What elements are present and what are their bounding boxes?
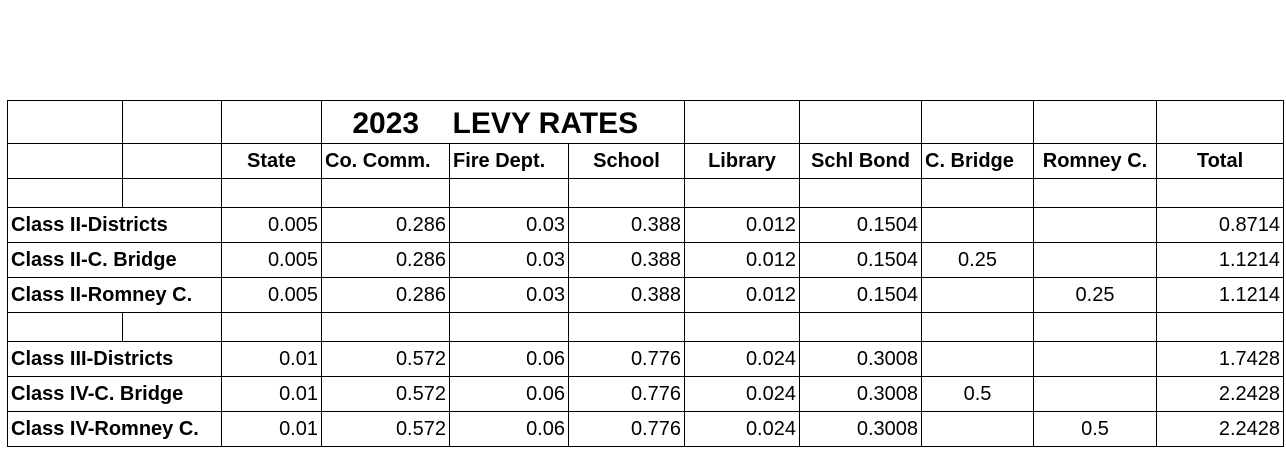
value-c-bridge — [922, 412, 1034, 447]
row-label: Class IV-C. Bridge — [8, 377, 222, 412]
value-fire-dept: 0.06 — [450, 412, 569, 447]
value-co-comm: 0.572 — [322, 412, 450, 447]
cell — [1157, 179, 1284, 208]
cell — [222, 179, 322, 208]
value-school: 0.388 — [569, 243, 685, 278]
table-row — [8, 342, 1284, 377]
blank-row — [8, 313, 1284, 342]
cell — [222, 313, 322, 342]
row-label: Class III-Districts — [8, 342, 222, 377]
row-label: Class II-C. Bridge — [8, 243, 222, 278]
cell — [8, 313, 123, 342]
cell — [1034, 101, 1157, 144]
cell — [450, 313, 569, 342]
levy-rates-table — [7, 100, 1284, 447]
column-header-fire-dept: Fire Dept. — [450, 144, 569, 179]
value-schl-bond: 0.3008 — [800, 377, 922, 412]
value-state: 0.01 — [222, 412, 322, 447]
cell — [569, 313, 685, 342]
value-schl-bond: 0.1504 — [800, 208, 922, 243]
value-total: 1.1214 — [1157, 278, 1284, 313]
value-romney-c: 0.5 — [1034, 412, 1157, 447]
blank-row — [8, 179, 1284, 208]
value-school: 0.776 — [569, 377, 685, 412]
value-c-bridge — [922, 208, 1034, 243]
value-school: 0.388 — [569, 208, 685, 243]
value-total: 0.8714 — [1157, 208, 1284, 243]
value-co-comm: 0.572 — [322, 342, 450, 377]
cell — [450, 179, 569, 208]
value-fire-dept: 0.03 — [450, 208, 569, 243]
cell — [322, 179, 450, 208]
column-header-schl-bond: Schl Bond — [800, 144, 922, 179]
value-fire-dept: 0.06 — [450, 342, 569, 377]
row-label: Class II-Districts — [8, 208, 222, 243]
cell — [800, 179, 922, 208]
column-header-row — [8, 144, 1284, 179]
cell — [685, 313, 800, 342]
column-header-romney-c: Romney C. — [1034, 144, 1157, 179]
value-school: 0.776 — [569, 342, 685, 377]
cell — [123, 313, 222, 342]
value-romney-c — [1034, 342, 1157, 377]
column-header-c-bridge: C. Bridge — [922, 144, 1034, 179]
value-state: 0.005 — [222, 243, 322, 278]
cell — [1157, 313, 1284, 342]
cell — [8, 101, 123, 144]
column-header-library: Library — [685, 144, 800, 179]
value-romney-c: 0.25 — [1034, 278, 1157, 313]
cell — [8, 144, 123, 179]
cell — [1034, 313, 1157, 342]
column-header-school: School — [569, 144, 685, 179]
cell — [1034, 179, 1157, 208]
table-row — [8, 377, 1284, 412]
value-library: 0.012 — [685, 243, 800, 278]
cell — [569, 179, 685, 208]
value-library: 0.024 — [685, 377, 800, 412]
value-state: 0.005 — [222, 278, 322, 313]
value-schl-bond: 0.3008 — [800, 412, 922, 447]
cell — [123, 101, 222, 144]
column-header-total: Total — [1157, 144, 1284, 179]
value-c-bridge: 0.25 — [922, 243, 1034, 278]
value-total: 2.2428 — [1157, 377, 1284, 412]
cell — [322, 313, 450, 342]
title-text: LEVY RATES — [450, 101, 685, 144]
value-schl-bond: 0.3008 — [800, 342, 922, 377]
title-row — [8, 101, 1284, 144]
table-row — [8, 278, 1284, 313]
value-library: 0.012 — [685, 208, 800, 243]
value-state: 0.005 — [222, 208, 322, 243]
table-row — [8, 412, 1284, 447]
value-romney-c — [1034, 208, 1157, 243]
cell — [922, 179, 1034, 208]
table-row — [8, 208, 1284, 243]
cell — [685, 101, 800, 144]
cell — [1157, 101, 1284, 144]
value-co-comm: 0.572 — [322, 377, 450, 412]
value-c-bridge: 0.5 — [922, 377, 1034, 412]
value-schl-bond: 0.1504 — [800, 278, 922, 313]
value-total: 1.1214 — [1157, 243, 1284, 278]
value-state: 0.01 — [222, 377, 322, 412]
value-fire-dept: 0.03 — [450, 243, 569, 278]
value-total: 1.7428 — [1157, 342, 1284, 377]
value-romney-c — [1034, 377, 1157, 412]
cell — [222, 101, 322, 144]
value-romney-c — [1034, 243, 1157, 278]
cell — [123, 179, 222, 208]
cell — [922, 101, 1034, 144]
column-header-co-comm: Co. Comm. — [322, 144, 450, 179]
column-header-state: State — [222, 144, 322, 179]
value-c-bridge — [922, 342, 1034, 377]
value-library: 0.024 — [685, 342, 800, 377]
cell — [800, 313, 922, 342]
value-c-bridge — [922, 278, 1034, 313]
row-label: Class II-Romney C. — [8, 278, 222, 313]
value-library: 0.012 — [685, 278, 800, 313]
value-total: 2.2428 — [1157, 412, 1284, 447]
value-library: 0.024 — [685, 412, 800, 447]
value-co-comm: 0.286 — [322, 243, 450, 278]
value-schl-bond: 0.1504 — [800, 243, 922, 278]
value-school: 0.776 — [569, 412, 685, 447]
value-fire-dept: 0.03 — [450, 278, 569, 313]
table-row — [8, 243, 1284, 278]
value-fire-dept: 0.06 — [450, 377, 569, 412]
value-state: 0.01 — [222, 342, 322, 377]
cell — [8, 179, 123, 208]
title-year: 2023 — [322, 101, 450, 144]
cell — [800, 101, 922, 144]
value-school: 0.388 — [569, 278, 685, 313]
cell — [123, 144, 222, 179]
value-co-comm: 0.286 — [322, 278, 450, 313]
value-co-comm: 0.286 — [322, 208, 450, 243]
row-label: Class IV-Romney C. — [8, 412, 222, 447]
cell — [922, 313, 1034, 342]
cell — [685, 179, 800, 208]
